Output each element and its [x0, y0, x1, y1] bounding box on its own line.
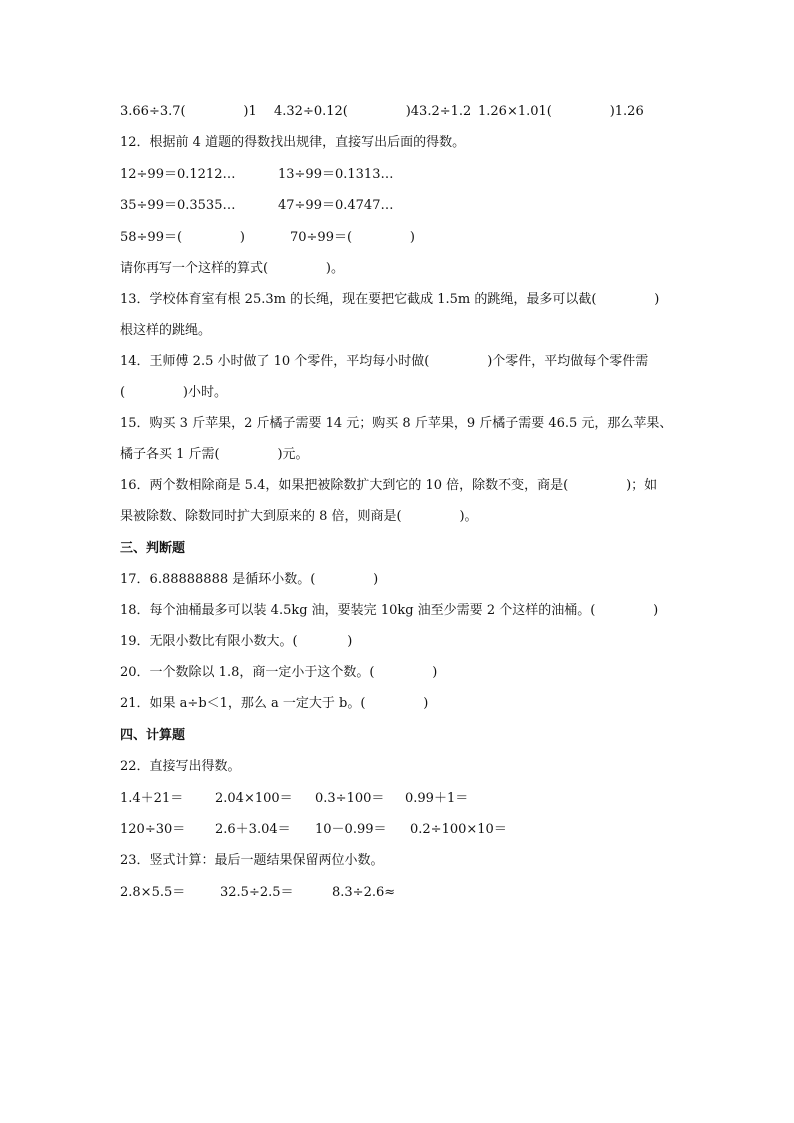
written-calc-row	[120, 884, 396, 974]
question-18: 18．每个油桶最多可以装 4.5kg 油，要装完 10kg 油至少需要 2 个这样的油桶。( )	[120, 603, 659, 618]
question-13-line-2: 根这样的跳绳。	[120, 323, 212, 338]
pattern-item: 35÷99＝0.3535…	[120, 198, 236, 213]
question-13-line-1: 13．学校体育室有根 25.3m 的长绳，现在要把它截成 1.5m 的跳绳，最多可以截( )	[120, 292, 660, 307]
comparison-a: 3.66÷3.7( )1	[120, 104, 257, 119]
question-23-stem: 23．竖式计算：最后一题结果保留两位小数。	[120, 853, 384, 868]
written-calc-item: 2.8×5.5＝	[120, 885, 186, 900]
pattern-item: 12÷99＝0.1212…	[120, 167, 236, 182]
pattern-item: 47÷99＝0.4747…	[278, 198, 394, 213]
oral-calc-item: 0.99＋1＝	[405, 791, 469, 806]
written-calc-item: 32.5÷2.5＝	[220, 885, 294, 900]
question-17: 17．6.88888888 是循环小数。( )	[120, 572, 379, 587]
question-15-line-2: 橘子各买 1 斤需( )元。	[120, 447, 309, 462]
question-21: 21．如果 a÷b＜1，那么 a 一定大于 b。( )	[120, 696, 429, 711]
oral-calc-item: 2.04×100＝	[215, 791, 293, 806]
oral-calc-item: 10－0.99＝	[315, 822, 387, 837]
question-16-line-2: 果被除数、除数同时扩大到原来的 8 倍，则商是( )。	[120, 509, 478, 524]
question-20: 20．一个数除以 1.8，商一定小于这个数。( )	[120, 665, 438, 680]
question-16-line-1: 16．两个数相除商是 5.4，如果把被除数扩大到它的 10 倍，除数不变，商是( )；如	[120, 478, 658, 493]
oral-calc-item: 0.2÷100×10＝	[410, 822, 507, 837]
pattern-own-equation: 请你再写一个这样的算式( )。	[120, 261, 344, 276]
pattern-item: 13÷99＝0.1313…	[278, 167, 394, 182]
comparison-b: 4.32÷0.12( )43.2÷1.2	[274, 104, 472, 119]
oral-calc-item: 2.6＋3.04＝	[215, 822, 291, 837]
section-heading-judgement: 三、判断题	[120, 541, 186, 556]
section-heading-calculation: 四、计算题	[120, 728, 186, 743]
oral-calc-item: 120÷30＝	[120, 822, 186, 837]
written-calc-item: 8.3÷2.6≈	[332, 885, 396, 900]
question-15-line-1: 15．购买 3 斤苹果，2 斤橘子需要 14 元；购买 8 斤苹果，9 斤橘子需要 46.5 元，那么苹果、	[120, 416, 673, 431]
question-12-stem: 12．根据前 4 道题的得数找出规律，直接写出后面的得数。	[120, 135, 466, 150]
oral-calc-item: 1.4＋21＝	[120, 791, 184, 806]
pattern-answer: 70÷99＝( )	[290, 230, 415, 245]
oral-calc-item: 0.3÷100＝	[315, 791, 385, 806]
comparison-c: 1.26×1.01( )1.26	[478, 104, 644, 119]
question-22-stem: 22．直接写出得数。	[120, 759, 241, 774]
question-14-line-1: 14．王师傅 2.5 小时做了 10 个零件，平均每小时做( )个零件，平均做每个零件需	[120, 354, 649, 369]
question-14-line-2: ( )小时。	[120, 385, 227, 400]
question-19: 19．无限小数比有限小数大。( )	[120, 634, 353, 649]
pattern-answer: 58÷99＝( )	[120, 230, 245, 245]
